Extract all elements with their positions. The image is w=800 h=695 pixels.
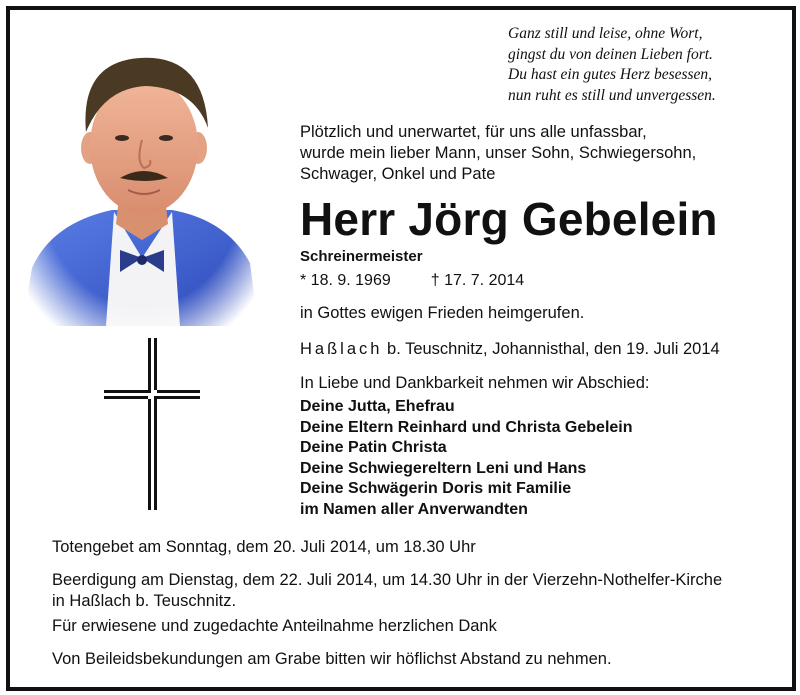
- abschied-text: In Liebe und Dankbarkeit nehmen wir Abschied:: [300, 374, 650, 392]
- mourner-line: im Namen aller Anverwandten: [300, 500, 528, 518]
- beileid-text: Von Beileidsbekundungen am Grabe bitten wir höflichst Abstand zu nehmen.: [52, 650, 612, 668]
- mourners-list: [300, 397, 633, 520]
- deceased-name: Herr Jörg Gebelein: [300, 193, 718, 245]
- intro-line: wurde mein lieber Mann, unser Sohn, Schwiegersohn,: [300, 144, 697, 162]
- beerdigung-line: in Haßlach b. Teuschnitz.: [52, 592, 237, 610]
- place-date: [300, 340, 720, 359]
- death-date: † 17. 7. 2014: [430, 272, 525, 289]
- intro-line: Schwager, Onkel und Pate: [300, 165, 496, 183]
- place-village: Haßlach: [300, 340, 383, 358]
- mourner-line: Deine Schwiegereltern Leni und Hans: [300, 459, 587, 477]
- portrait-photo: [22, 28, 262, 326]
- heimgerufen-text: in Gottes ewigen Frieden heimgerufen.: [300, 304, 585, 322]
- intro-text: [300, 122, 696, 185]
- cross-icon: [104, 338, 200, 510]
- poem-line: nun ruht es still und unvergessen.: [508, 86, 716, 104]
- mourner-line: Deine Jutta, Ehefrau: [300, 398, 455, 415]
- beerdigung-text: [52, 570, 722, 612]
- profession: Schreinermeister: [300, 248, 423, 265]
- beerdigung-line: Beerdigung am Dienstag, dem 22. Juli 2014, um 14.30 Uhr in der Vierzehn-Nothelfer-Kirche: [52, 571, 723, 589]
- poem-line: gingst du von deinen Lieben fort.: [508, 45, 713, 63]
- dank-text: Für erwiesene und zugedachte Anteilnahme herzlichen Dank: [52, 617, 497, 635]
- intro-line: Plötzlich und unerwartet, für uns alle unfassbar,: [300, 123, 647, 141]
- totengebet-text: Totengebet am Sonntag, dem 20. Juli 2014, um 18.30 Uhr: [52, 538, 476, 556]
- place-rest: b. Teuschnitz, Johannisthal, den 19. Juli 2014: [382, 340, 720, 358]
- birth-date: * 18. 9. 1969: [300, 272, 391, 289]
- poem: [508, 24, 716, 106]
- mourner-line: Deine Schwägerin Doris mit Familie: [300, 480, 572, 497]
- poem-line: Du hast ein gutes Herz besessen,: [508, 66, 713, 83]
- mourner-line: Deine Eltern Reinhard und Christa Gebelein: [300, 418, 633, 436]
- mourner-line: Deine Patin Christa: [300, 439, 447, 456]
- poem-line: Ganz still und leise, ohne Wort,: [508, 25, 703, 42]
- life-dates: [300, 272, 524, 290]
